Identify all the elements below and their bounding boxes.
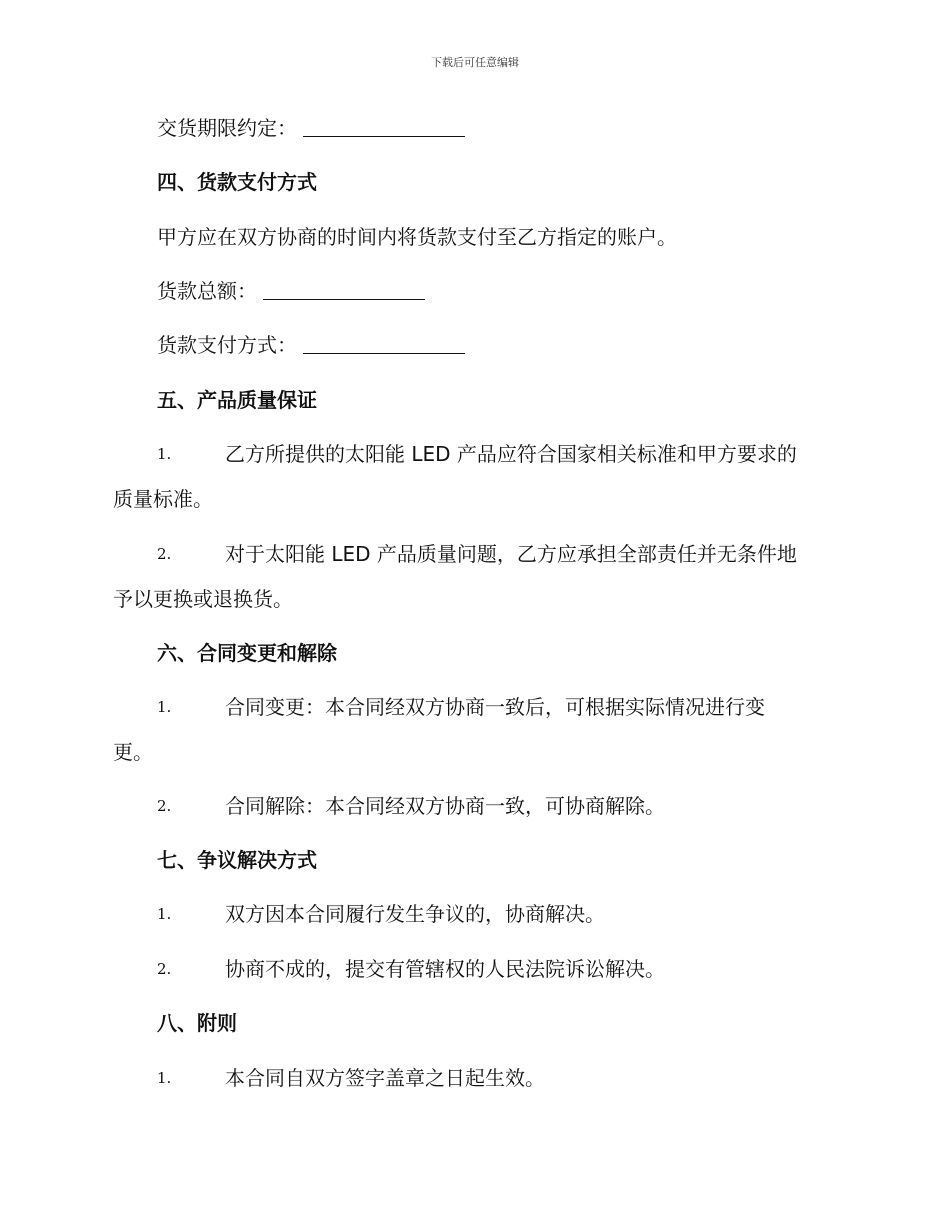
list-number: 2.	[157, 960, 172, 978]
list-number: 2.	[157, 797, 172, 815]
list-number: 2.	[157, 545, 172, 563]
payment-method-line	[157, 331, 465, 359]
delivery-deadline-line	[157, 114, 465, 142]
payment-total-line	[157, 277, 425, 305]
list-number: 1.	[157, 698, 172, 716]
delivery-deadline-label: 交货期限约定：	[157, 116, 297, 140]
list-item-text: 对于太阳能 LED 产品质量问题，乙方应承担全部责任并无条件地	[225, 542, 797, 566]
list-item-text: 合同解除：本合同经双方协商一致，可协商解除。	[225, 794, 665, 818]
section-4-title: 四、货款支付方式	[157, 170, 317, 194]
list-item-text: 乙方所提供的太阳能 LED 产品应符合国家相关标准和甲方要求的	[225, 442, 797, 466]
delivery-deadline-blank[interactable]	[303, 118, 465, 137]
page-header: 下载后可任意编辑	[431, 56, 519, 69]
list-item-text: 协商不成的，提交有管辖权的人民法院诉讼解决。	[225, 957, 665, 981]
list-number: 1.	[157, 445, 172, 463]
list-number: 1.	[157, 1069, 172, 1087]
payment-method-label: 货款支付方式：	[157, 333, 297, 357]
payment-total-label: 货款总额：	[157, 279, 257, 303]
list-item-text: 本合同自双方签字盖章之日起生效。	[225, 1066, 545, 1090]
section-7-title: 七、争议解决方式	[157, 848, 317, 872]
section-5-title: 五、产品质量保证	[157, 388, 317, 412]
list-item-continuation: 更。	[113, 740, 153, 764]
payment-method-blank[interactable]	[303, 335, 465, 354]
section-8-title: 八、附则	[157, 1011, 237, 1035]
list-item-continuation: 质量标准。	[113, 487, 213, 511]
list-item-continuation: 予以更换或退换货。	[113, 587, 293, 611]
list-number: 1.	[157, 905, 172, 923]
payment-total-blank[interactable]	[263, 281, 425, 300]
section-4-paragraph: 甲方应在双方协商的时间内将货款支付至乙方指定的账户。	[157, 225, 677, 249]
list-item-text: 合同变更：本合同经双方协商一致后，可根据实际情况进行变	[225, 695, 765, 719]
section-6-title: 六、合同变更和解除	[157, 641, 337, 665]
list-item-text: 双方因本合同履行发生争议的，协商解决。	[225, 902, 605, 926]
